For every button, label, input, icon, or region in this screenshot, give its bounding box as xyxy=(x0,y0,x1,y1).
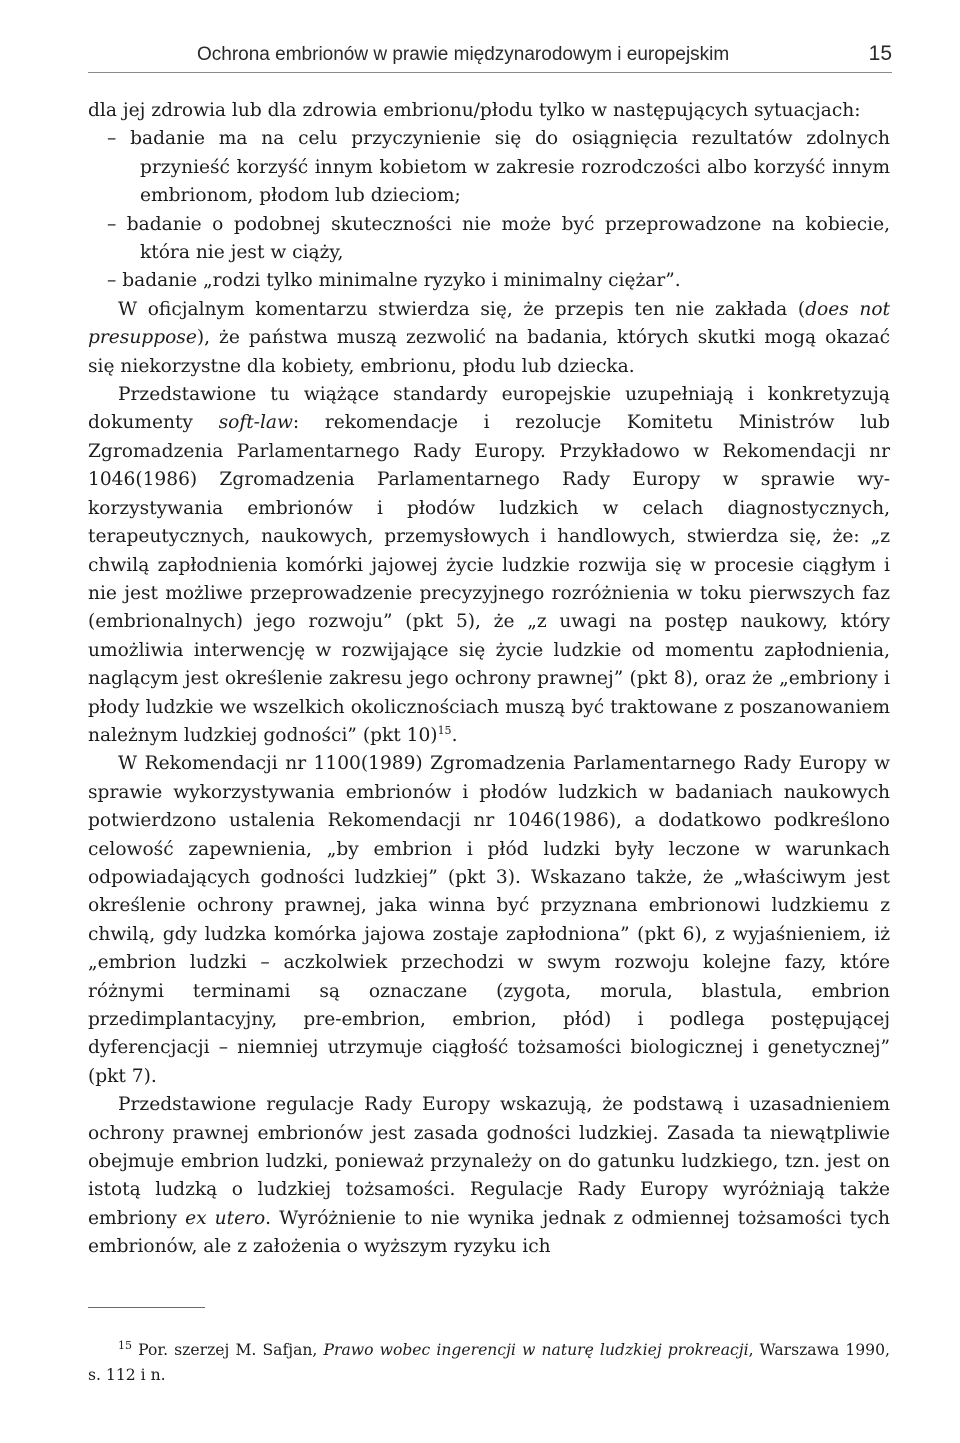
text-run: W oficjalnym komentarzu stwierdza się, że przepis ten nie zakłada ( xyxy=(118,298,806,320)
text-run: : rekomendacje i rezolucje Komitetu Ministrów lub Zgromadzenia Parlamentarnego Rady Europy. Przykładowo w Rekomendacji nr 1046(1986) Zgromadzenia Parlamentarnego Rady Europy w sprawie wykorzystywania embrionów i płodów ludzkich w celach diagnostycznych, terapeutycznych, naukowych, przemysłowych i handlowych, stwierdza się, że: „z chwilą zapłodnienia komórki jajowej życie ludzkie rozwija się w procesie ciągłym i nie jest możliwe przeprowadzenie precyzyjnego rozróżnienia w toku pierwszych faz (embrionalnych) jego rozwoju” (pkt 5), że „z uwagi na postęp naukowy, który umożliwia interwencję w rozwijające się życie ludzkie od momentu zapłodnienia, naglącym jest określenie zakresu jego ochrony prawnej” (pkt 8), oraz że „embriony i płody ludzkie we wszelkich okolicznościach muszą być traktowane z poszanowaniem należnym ludzkiej godności” (pkt 10) xyxy=(88,412,890,746)
list-item-2: – badanie o podobnej skuteczności nie może być przeprowadzone na kobiecie, która nie jest w ciąży, xyxy=(107,213,890,264)
text-run: Przedstawione regulacje Rady Europy wskazują, że podstawą i uzasadnieniem ochrony prawnej embrionów jest zasada godności ludzkiej. Zasada ta niewątpliwie obejmuje embrion ludzki, ponieważ przynależy on do gatunku ludzkiego, tzn. jest on istotą ludzką o ludzkiej tożsamości. Regulacje Rady Europy wyróżniają także embriony xyxy=(88,1094,890,1229)
footnote-separator xyxy=(88,1307,205,1308)
running-header xyxy=(88,40,892,73)
list-item-1: – badanie ma na celu przyczynienie się do osiągnięcia rezultatów zdolnych przynieść korzyść innym kobietom w zakresie rozrodczości albo korzyść innym embrionom, płodom lub dzieciom; xyxy=(107,128,890,207)
text-run: . xyxy=(451,724,458,746)
list-item-3: – badanie „rodzi tylko minimalne ryzyko i minimalny ciężar”. xyxy=(107,270,681,292)
italic-term: does not presuppose xyxy=(88,298,890,349)
paragraph-recommendation-1100: W Rekomendacji nr 1100(1989) Zgromadzenia Parlamentarnego Rady Europy w sprawie wykorzystywania embrionów i płodów ludzkich w badaniach naukowych potwierdzono ustalenia Rekomendacji nr 1046(1986), a dodatkowo podkreślono celowość zapewnienia, „by embrion i płód ludzki były leczone w warunkach odpowiadających godności ludzkiej” (pkt 3). Wskazano także, że „właściwym jest określenie ochrony prawnej, jaka winna być przyznana embrionowi ludzkiemu z chwilą, gdy ludzka komórka jajowa zostaje zapłodniona” (pkt 6), z wyjaśnieniem, iż „embrion ludzki – aczkolwiek przechodzi w swym rozwoju kolejne fazy, które różnymi terminami są oznaczane (zygota, morula, blastula, embrion przedimplantacyjny, pre-embrion, embrion, płód) i podlega postępującej dyferencjacji – niemniej utrzymuje ciągłość tożsamości biologicznej i genetycznej” (pkt 7). xyxy=(88,753,890,1087)
text-run: . Wyróżnienie to nie wynika jednak z odmiennej tożsamości tych embrionów, ale z założenia o wyższym ryzyku ich xyxy=(88,1207,890,1258)
page-number: 15 xyxy=(868,42,892,65)
paragraph-official-commentary xyxy=(88,296,890,381)
main-text xyxy=(88,97,890,1262)
running-title: Ochrona embrionów w prawie międzynarodowym i europejskim xyxy=(197,44,730,65)
text-run: Por. szerzej M. Safjan, xyxy=(132,1340,324,1359)
italic-term: soft-law xyxy=(218,412,293,434)
footnote-number: 15 xyxy=(118,1338,132,1352)
italic-term: ex utero xyxy=(185,1207,266,1229)
paragraph-human-dignity xyxy=(88,1091,890,1261)
footnote-reference[interactable]: 15 xyxy=(437,723,452,737)
text-run: Przedstawione tu wiążące standardy europejskie uzupełniają i konkretyzują dokumenty xyxy=(88,384,890,434)
text-run: ), że państwa muszą zezwolić na badania, których skutki mogą okazać się niekorzystne dla kobiety, embrionu, płodu lub dziecka. xyxy=(88,327,890,377)
footnote-15 xyxy=(88,1338,890,1388)
text-run: , Warszawa 1990, s. 112 i n. xyxy=(88,1340,890,1384)
italic-book-title: Prawo wobec ingerencji w naturę ludzkiej prokreacji xyxy=(323,1340,749,1359)
paragraph-continuation: dla jej zdrowia lub dla zdrowia embrionu/płodu tylko w następujących sytuacjach: xyxy=(88,100,861,121)
paragraph-recommendation-1046 xyxy=(88,381,890,750)
